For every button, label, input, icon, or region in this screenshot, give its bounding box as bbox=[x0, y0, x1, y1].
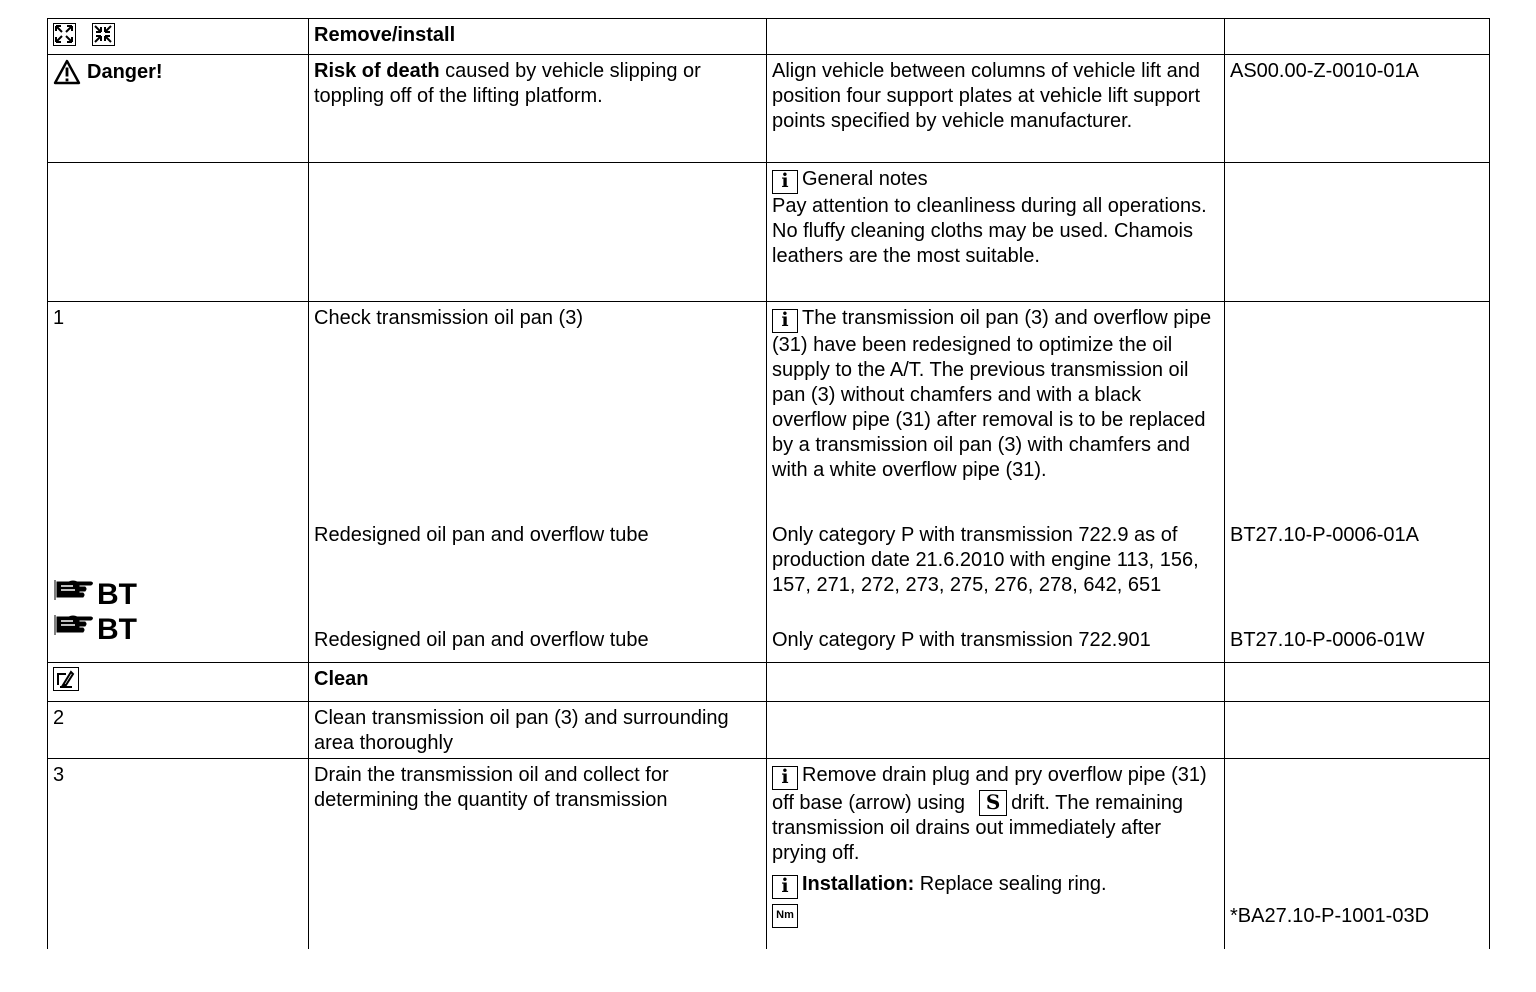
bt-note: Only category P with transmission 722.901 bbox=[772, 629, 1151, 651]
step-note: Remove drain plug and pry overflow pipe (31) off base (arrow) using bbox=[772, 764, 1207, 814]
info-icon: i bbox=[772, 875, 798, 899]
general-notes-title: General notes bbox=[802, 168, 928, 190]
info-icon: i bbox=[772, 309, 798, 333]
expand-icon[interactable] bbox=[53, 23, 76, 46]
info-icon: i bbox=[772, 766, 798, 790]
table-row bbox=[48, 55, 1490, 163]
step-task: Clean transmission oil pan (3) and surrounding area thoroughly bbox=[309, 702, 767, 759]
risk-title: Risk of death bbox=[314, 60, 440, 82]
document-reference[interactable]: *BA27.10-P-1001-03D bbox=[1230, 905, 1430, 927]
bt-reference[interactable]: BT27.10-P-0006-01A bbox=[1230, 524, 1420, 546]
table-row bbox=[48, 163, 1490, 302]
danger-label: Danger! bbox=[87, 60, 163, 83]
table-row bbox=[48, 302, 1490, 663]
risk-text: caused by vehicle slipping or toppling off of the lifting platform. bbox=[314, 60, 701, 107]
step-task: Drain the transmission oil and collect for determining the quantity of transmission bbox=[309, 759, 767, 949]
expand-collapse-cell bbox=[48, 19, 309, 55]
torque-nm-icon[interactable]: Nm bbox=[772, 904, 798, 928]
bt-task: Redesigned oil pan and overflow tube bbox=[314, 629, 649, 651]
bt-note: Only category P with transmission 722.9 as of production date 21.6.2010 with engine 113, 156, 157, 271, 272, 273, 275, 276, 278, 642, 651 bbox=[772, 524, 1199, 596]
warning-triangle-icon bbox=[53, 59, 81, 85]
section-heading: Remove/install bbox=[309, 19, 767, 55]
bt-label[interactable]: BT bbox=[97, 578, 137, 611]
step-note-continued: drift. The remaining transmission oil drains out immediately after prying off. bbox=[772, 792, 1183, 864]
danger-action: Align vehicle between columns of vehicle lift and position four support plates at vehicle lift support points specified by vehicle manufacturer. bbox=[767, 55, 1225, 163]
pointing-hand-icon bbox=[53, 611, 95, 646]
collapse-icon[interactable] bbox=[92, 23, 115, 46]
bt-label[interactable]: BT bbox=[97, 613, 137, 646]
step-note: The transmission oil pan (3) and overflow pipe (31) have been redesigned to optimize the oil supply to the A/T. The previous transmission oil pan (3) without chamfers and with a black overflow pipe (31) after removal is to be replaced by a transmission oil pan (3) with chamfers and with a white overflow pipe (31). bbox=[772, 307, 1212, 481]
step-task: Check transmission oil pan (3) bbox=[314, 307, 583, 329]
pointing-hand-icon bbox=[53, 576, 95, 611]
bt-reference[interactable]: BT27.10-P-0006-01W bbox=[1230, 629, 1425, 651]
step-number: 1 bbox=[53, 307, 65, 329]
table-row bbox=[48, 759, 1490, 949]
step-number: 3 bbox=[48, 759, 309, 949]
installation-text: Replace sealing ring. bbox=[914, 873, 1107, 895]
clean-icon bbox=[53, 667, 79, 691]
step-number: 2 bbox=[48, 702, 309, 759]
procedure-table bbox=[47, 18, 1490, 949]
special-tool-icon[interactable]: S bbox=[979, 790, 1007, 816]
bt-task: Redesigned oil pan and overflow tube bbox=[314, 524, 649, 546]
general-notes-text: Pay attention to cleanliness during all operations. No fluffy cleaning cloths may be used. Chamois leathers are the most suitable. bbox=[772, 195, 1207, 267]
table-row bbox=[48, 702, 1490, 759]
document-reference[interactable]: AS00.00-Z-0010-01A bbox=[1225, 55, 1490, 163]
table-row bbox=[48, 663, 1490, 702]
installation-label: Installation: bbox=[802, 873, 915, 895]
section-heading: Clean bbox=[309, 663, 767, 702]
info-icon: i bbox=[772, 170, 798, 194]
table-row bbox=[48, 19, 1490, 55]
